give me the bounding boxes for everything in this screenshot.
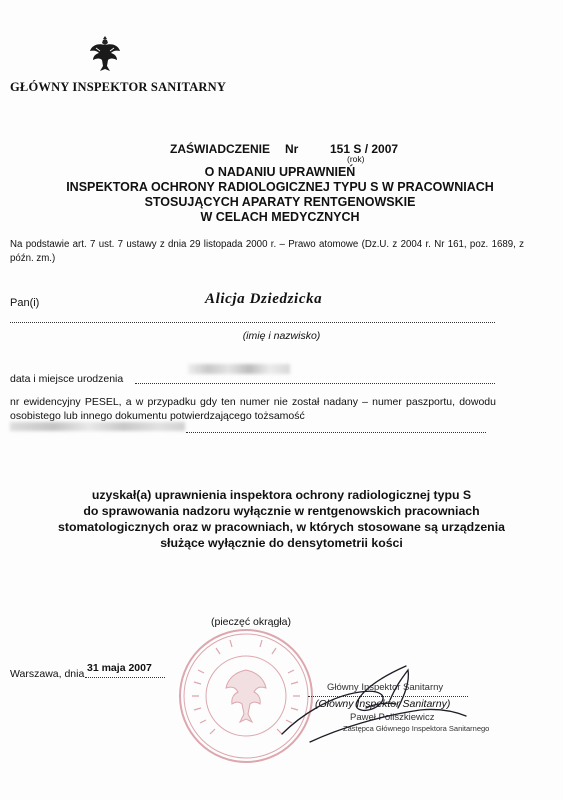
heading-line: INSPEKTORA OCHRONY RADIOLOGICZNEJ TYPU S W PRACOWNIACH [66, 180, 494, 194]
redacted-birth-data [188, 364, 290, 374]
birth-label: data i miejsce urodzenia [10, 373, 124, 385]
grant-line: do sprawowania nadzoru wyłącznie w rentgenowskich pracowniach [83, 504, 480, 518]
certificate-heading [30, 165, 530, 225]
year-caption: (rok) [347, 154, 365, 164]
birth-dotted-line [135, 383, 495, 384]
grant-line: służące wyłącznie do densytometrii kości [160, 536, 403, 550]
heading-line: O NADANIU UPRAWNIEŃ [204, 165, 356, 179]
pesel-label: nr ewidencyjny PESEL, a w przypadku gdy ten numer nie został nadany – numer paszportu, dowodu osobistego lub innego dokumentu potwierdzającego tożsamość [10, 396, 496, 422]
date-dotted-line [85, 677, 165, 678]
authority-name: GŁÓWNY INSPEKTOR SANITARNY [10, 80, 227, 94]
certificate-title: ZAŚWIADCZENIE [170, 142, 270, 156]
pan-label: Pan(i) [10, 297, 40, 309]
signature-caption: (Główny Inspektor Sanitarny) [315, 698, 451, 710]
redacted-pesel [10, 422, 185, 431]
place-label: Warszawa, dnia [10, 668, 85, 680]
stamp-title: Główny Inspektor Sanitarny [327, 682, 444, 693]
grant-line: uzyskał(a) uprawnienia inspektora ochrony radiologicznej typu S [91, 488, 472, 502]
name-dotted-line [10, 322, 495, 323]
number-label: Nr [285, 142, 299, 156]
grant-line: stomatologicznych oraz w pracowniach, w których stosowane są urządzenia [58, 520, 505, 534]
seal-label: (pieczęć okrągła) [211, 616, 291, 628]
legal-basis: Na podstawie art. 7 ust. 7 ustawy z dnia 29 listopada 2000 r. – Prawo atomowe (Dz.U. z 2004 r. Nr 161, poz. 1689, z późn. zm.) [10, 239, 524, 264]
grant-statement [10, 487, 553, 551]
issue-date: 31 maja 2007 [87, 662, 152, 674]
name-caption: (imię i nazwisko) [242, 330, 321, 342]
stamp-role: Zastępca Głównego Inspektora Sanitarnego [343, 724, 490, 733]
polish-eagle-emblem-icon [88, 34, 122, 74]
handwritten-signature-icon [270, 656, 480, 746]
certificate-number: 151 S / 2007 [330, 142, 399, 156]
pesel-dotted-line [186, 432, 486, 433]
heading-line: STOSUJĄCYCH APARATY RENTGENOWSKIE [144, 195, 416, 209]
heading-line: W CELACH MEDYCZNYCH [200, 210, 360, 224]
stamp-name: Paweł Poliszkiewicz [350, 712, 435, 723]
holder-name: Alicja Dziedzicka [205, 291, 323, 307]
